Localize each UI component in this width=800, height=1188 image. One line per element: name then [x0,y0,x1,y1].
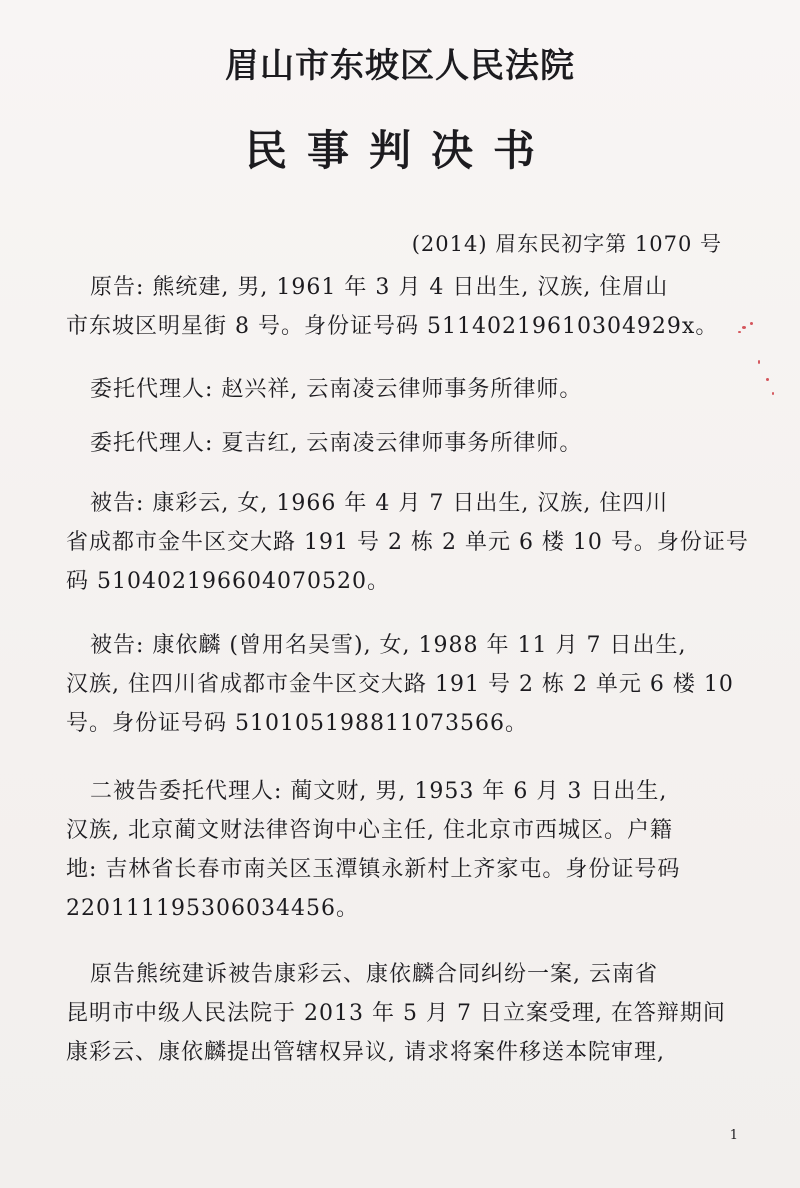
text-line: 被告: 康依麟 (曾用名吴雪), 女, 1988 年 11 月 7 日出生, [90,633,687,658]
text-line: 二被告委托代理人: 蔺文财, 男, 1953 年 6 月 3 日出生, [90,779,668,804]
court-name: 眉山市东坡区人民法院 [225,46,575,86]
text-line: 委托代理人: 夏吉红, 云南凌云律师事务所律师。 [90,431,583,456]
paragraph-case-summary [66,955,726,1072]
paragraph-defendant-1 [66,484,749,601]
text-line: 号。身份证号码 510105198811073566。 [66,711,528,736]
text-line: 被告: 康彩云, 女, 1966 年 4 月 7 日出生, 汉族, 住四川 [90,491,669,516]
paragraph-plaintiff [66,268,726,346]
paragraph-agent-1 [66,370,726,409]
paragraph-agent-2 [66,424,726,463]
text-line: 220111195306034456。 [66,896,359,921]
text-line: 地: 吉林省长春市南关区玉潭镇永新村上齐家屯。身份证号码 [66,857,681,882]
text-line: 汉族, 北京蔺文财法律咨询中心主任, 住北京市西城区。户籍 [66,818,673,843]
case-number: (2014) 眉东民初字第 1070 号 [411,232,722,256]
text-line: 市东坡区明星街 8 号。身份证号码 51140219610304929x。 [66,314,719,339]
text-line: 码 510402196604070520。 [66,569,390,594]
text-line: 昆明市中级人民法院于 2013 年 5 月 7 日立案受理, 在答辩期间 [66,1001,726,1026]
text-line: 原告: 熊统建, 男, 1961 年 3 月 4 日出生, 汉族, 住眉山 [90,275,669,300]
text-line: 汉族, 住四川省成都市金牛区交大路 191 号 2 栋 2 单元 6 楼 10 [66,672,734,697]
text-line: 委托代理人: 赵兴祥, 云南凌云律师事务所律师。 [90,377,583,402]
page-number: 1 [729,1128,738,1143]
text-line: 省成都市金牛区交大路 191 号 2 栋 2 单元 6 楼 10 号。身份证号 [66,530,749,555]
paragraph-defendants-agent [66,772,726,928]
text-line: 原告熊统建诉被告康彩云、康依麟合同纠纷一案, 云南省 [90,962,658,987]
document-title: 民事判决书 [244,126,555,175]
text-line: 康彩云、康依麟提出管辖权异议, 请求将案件移送本院审理, [66,1040,665,1065]
paragraph-defendant-2 [66,626,734,743]
